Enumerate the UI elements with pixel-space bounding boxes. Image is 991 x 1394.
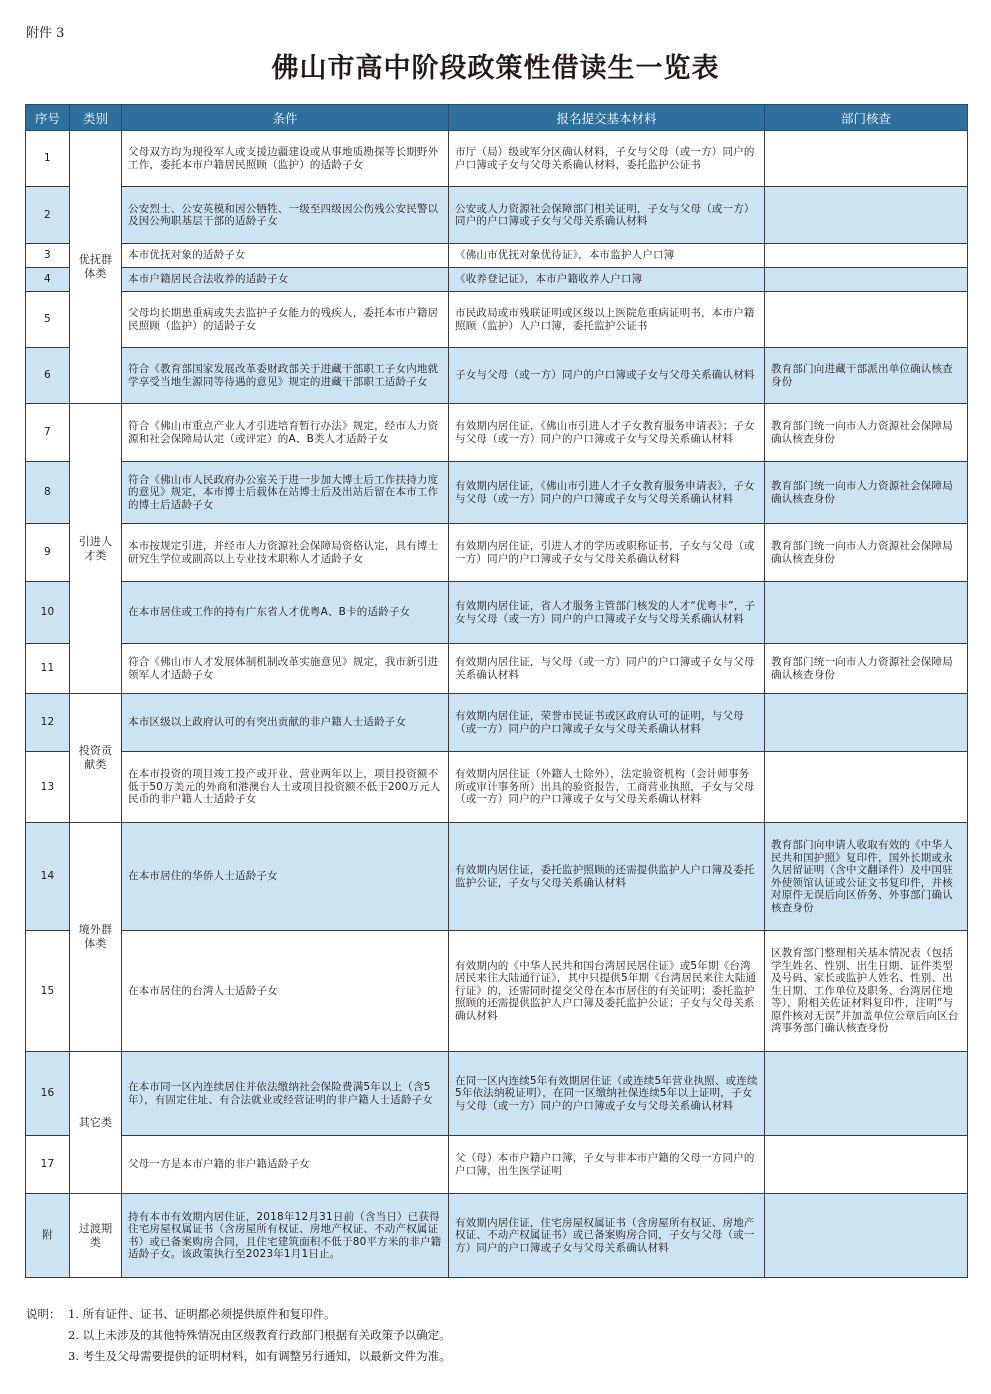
row-verification	[765, 1136, 968, 1194]
notes-section	[26, 1304, 451, 1367]
row-condition: 本市优抚对象的适龄子女	[122, 244, 449, 268]
note-item: 2. 以上未涉及的其他特殊情况由区级教育行政部门根据有关政策予以确定。	[68, 1328, 451, 1342]
table-row	[26, 823, 968, 931]
row-condition: 公安烈士、公安英模和因公牺牲、一级至四级因公伤残公安民警以及因公殉职基层干部的适龄子女	[122, 187, 449, 244]
row-materials: 《收养登记证》，本市户籍收养人户口簿	[449, 268, 765, 292]
row-materials: 有效期内居住证（外籍人士除外），法定验资机构（会计师事务所或审计事务所）出具的验资报告，工商营业执照，子女与父母（或一方）同户的户口簿或子女与父母关系确认材料	[449, 752, 765, 823]
row-condition: 父母均长期患重病或失去监护子女能力的残疾人，委托本市户籍居民照顾（监护）的适龄子女	[122, 292, 449, 348]
row-no: 2	[26, 187, 70, 244]
row-no: 10	[26, 582, 70, 644]
header-no: 序号	[26, 105, 70, 131]
row-condition: 在本市居住或工作的持有广东省人才优粤A、B卡的适龄子女	[122, 582, 449, 644]
row-verification	[765, 292, 968, 348]
row-condition: 在本市同一区内连续居住并依法缴纳社会保险费满5年以上（含5年），有固定住址、有合法就业或经营证明的非户籍人士适龄子女	[122, 1052, 449, 1136]
note-item: 3. 考生及父母需要提供的证明材料，如有调整另行通知，以最新文件为准。	[68, 1349, 451, 1363]
table-row	[26, 244, 968, 268]
row-materials: 有效期内居住证，引进人才的学历或职称证书，子女与父母（或一方）同户的户口簿或子女与父母关系确认材料	[449, 524, 765, 582]
table-row	[26, 292, 968, 348]
row-materials: 公安或人力资源社会保障部门相关证明，子女与父母（或一方）同户的户口簿或子女与父母关系确认材料	[449, 187, 765, 244]
category-cell: 过渡期类	[70, 1194, 122, 1278]
row-condition: 符合《佛山市人民政府办公室关于进一步加大博士后工作扶持力度的意见》规定，本市博士后载体在站博士后及出站后留在本市工作的博士后适龄子女	[122, 462, 449, 524]
row-no: 1	[26, 131, 70, 187]
row-materials: 市民政局或市残联证明或区级以上医院危重病证明书，本市户籍照顾（监护）人户口簿，委托监护公证书	[449, 292, 765, 348]
attachment-label: 附件 3	[26, 26, 65, 41]
row-condition: 符合《佛山市人才发展体制机制改革实施意见》规定，我市新引进领军人才适龄子女	[122, 644, 449, 694]
row-materials: 有效期内居住证，省人才服务主管部门核发的人才“优粤卡”，子女与父母（或一方）同户的户口簿或子女与父母关系确认材料	[449, 582, 765, 644]
table-row	[26, 694, 968, 752]
row-no: 9	[26, 524, 70, 582]
row-no: 6	[26, 348, 70, 404]
row-materials: 有效期内居住证，荣誉市民证书或区政府认可的证明，与父母（或一方）同户的户口簿或子女与父母关系确认材料	[449, 694, 765, 752]
row-no: 16	[26, 1052, 70, 1136]
row-no: 15	[26, 931, 70, 1052]
row-verification: 教育部门统一向市人力资源社会保障局确认核查身份	[765, 644, 968, 694]
row-verification: 教育部门向申请人收取有效的《中华人民共和国护照》复印件，国外长期或永久居留证明（含中文翻译件）及中国驻外使领馆认证或公证文书复印件，并核对原件无误后向区侨务、外事部门确认核查身份	[765, 823, 968, 931]
notes-label: 说明：	[26, 1307, 61, 1321]
row-verification: 教育部门统一向市人力资源社会保障局确认核查身份	[765, 462, 968, 524]
row-verification	[765, 131, 968, 187]
table-row	[26, 1194, 968, 1278]
row-materials: 子女与父母（或一方）同户的户口簿或子女与父母关系确认材料	[449, 348, 765, 404]
row-no: 5	[26, 292, 70, 348]
row-verification: 教育部门向进藏干部派出单位确认核查身份	[765, 348, 968, 404]
table-row	[26, 1136, 968, 1194]
header-condition: 条件	[122, 105, 449, 131]
row-no: 附	[26, 1194, 70, 1278]
row-materials: 在同一区内连续5年有效期居住证（或连续5年营业执照、或连续5年依法纳税证明），在同一区缴纳社保连续5年以上证明，子女与父母（或一方）同户的户口簿或子女与父母关系确认材料	[449, 1052, 765, 1136]
table-row	[26, 582, 968, 644]
policy-table	[25, 104, 968, 1278]
note-item: 1. 所有证件、证书、证明都必须提供原件和复印件。	[68, 1307, 336, 1321]
table-row	[26, 268, 968, 292]
table-row	[26, 348, 968, 404]
row-verification	[765, 1194, 968, 1278]
row-condition: 符合《佛山市重点产业人才引进培育暂行办法》规定，经市人力资源和社会保障局认定（或评定）的A、B类人才适龄子女	[122, 404, 449, 462]
row-condition: 父母一方是本市户籍的非户籍适龄子女	[122, 1136, 449, 1194]
category-cell: 其它类	[70, 1052, 122, 1194]
table-row	[26, 644, 968, 694]
row-condition: 在本市居住的华侨人士适龄子女	[122, 823, 449, 931]
header-verification: 部门核查	[765, 105, 968, 131]
table-header-row	[26, 105, 968, 131]
table-row	[26, 752, 968, 823]
table-row	[26, 1052, 968, 1136]
row-verification: 区教育部门整理相关基本情况表（包括学生姓名、性别、出生日期、证件类型及号码、家长或监护人姓名、性别、出生日期、工作单位及职务、台湾居住地等），附相关佐证材料复印件，注明“与原件核对无误”并加盖单位公章后向区台湾事务部门确认核查身份	[765, 931, 968, 1052]
category-cell: 引进人才类	[70, 404, 122, 694]
row-materials: 有效期内的《中华人民共和国台湾居民居住证》或5年期《台湾居民来往大陆通行证》，其中只提供5年期《台湾居民来往大陆通行证》的，还需同时提交父母在本市居住的有关证明；委托监护照顾的还需提供监护人户口簿及委托监护公证；子女与父母关系确认材料	[449, 931, 765, 1052]
row-materials: 父（母）本市户籍户口簿，子女与非本市户籍的父母一方同户的户口簿，出生医学证明	[449, 1136, 765, 1194]
row-verification	[765, 187, 968, 244]
row-condition: 本市区级以上政府认可的有突出贡献的非户籍人士适龄子女	[122, 694, 449, 752]
header-materials: 报名提交基本材料	[449, 105, 765, 131]
table-row	[26, 462, 968, 524]
row-verification	[765, 752, 968, 823]
table-row	[26, 187, 968, 244]
row-verification: 教育部门统一向市人力资源社会保障局确认核查身份	[765, 404, 968, 462]
row-verification	[765, 244, 968, 268]
table-row	[26, 524, 968, 582]
header-category: 类别	[70, 105, 122, 131]
row-materials: 有效期内居住证，《佛山市引进人才子女教育服务申请表》；子女与父母（或一方）同户的户口簿或子女与父母关系确认材料	[449, 404, 765, 462]
row-no: 3	[26, 244, 70, 268]
row-verification	[765, 582, 968, 644]
table-row	[26, 404, 968, 462]
page-title: 佛山市高中阶段政策性借读生一览表	[271, 53, 720, 84]
row-verification: 教育部门统一向市人力资源社会保障局确认核查身份	[765, 524, 968, 582]
row-verification	[765, 1052, 968, 1136]
category-cell: 投资贡献类	[70, 694, 122, 823]
row-materials: 有效期内居住证，《佛山市引进人才子女教育服务申请表》，子女与父母（或一方）同户的户口簿或子女与父母关系确认材料	[449, 462, 765, 524]
row-materials: 《佛山市优抚对象优待证》，本市监护人户口簿	[449, 244, 765, 268]
row-materials: 有效期内居住证，与父母（或一方）同户的户口簿或子女与父母关系确认材料	[449, 644, 765, 694]
row-no: 7	[26, 404, 70, 462]
row-no: 17	[26, 1136, 70, 1194]
row-no: 14	[26, 823, 70, 931]
row-condition: 持有本市有效期内居住证，2018年12月31日前（含当日）已获得住宅房屋权属证书（含房屋所有权证、房地产权证、不动产权属证书）或已备案购房合同，且住宅建筑面积不低于80平方米的非户籍适龄子女。该政策执行至2023年1月1日止。	[122, 1194, 449, 1278]
row-verification	[765, 694, 968, 752]
row-materials: 有效期内居住证，住宅房屋权属证书（含房屋所有权证、房地产权证、不动产权属证书）或已备案购房合同，子女与父母（或一方）同户的户口簿或子女与父母关系确认材料	[449, 1194, 765, 1278]
row-condition: 本市按规定引进，并经市人力资源社会保障局资格认定，具有博士研究生学位或副高以上专业技术职称人才适龄子女	[122, 524, 449, 582]
row-condition: 本市户籍居民合法收养的适龄子女	[122, 268, 449, 292]
row-materials: 市厅（局）级或军分区确认材料，子女与父母（或一方）同户的户口簿或子女与父母关系确认材料，委托监护公证书	[449, 131, 765, 187]
row-verification	[765, 268, 968, 292]
table-row	[26, 931, 968, 1052]
row-condition: 父母双方均为现役军人或支援边疆建设或从事地质勘探等长期野外工作，委托本市户籍居民照顾（监护）的适龄子女	[122, 131, 449, 187]
row-materials: 有效期内居住证，委托监护照顾的还需提供监护人户口簿及委托监护公证，子女与父母关系确认材料	[449, 823, 765, 931]
row-no: 11	[26, 644, 70, 694]
row-no: 12	[26, 694, 70, 752]
category-cell: 境外群体类	[70, 823, 122, 1052]
row-no: 8	[26, 462, 70, 524]
table-row	[26, 131, 968, 187]
row-no: 13	[26, 752, 70, 823]
row-condition: 符合《教育部国家发展改革委财政部关于进藏干部职工子女内地就学享受当地生源同等待遇的意见》规定的进藏干部职工适龄子女	[122, 348, 449, 404]
category-cell: 优抚群体类	[70, 131, 122, 404]
row-condition: 在本市居住的台湾人士适龄子女	[122, 931, 449, 1052]
row-no: 4	[26, 268, 70, 292]
row-condition: 在本市投资的项目竣工投产或开业、营业两年以上，项目投资额不低于50万美元的外商和港澳台人士或项目投资额不低于200万元人民币的非户籍人士适龄子女	[122, 752, 449, 823]
